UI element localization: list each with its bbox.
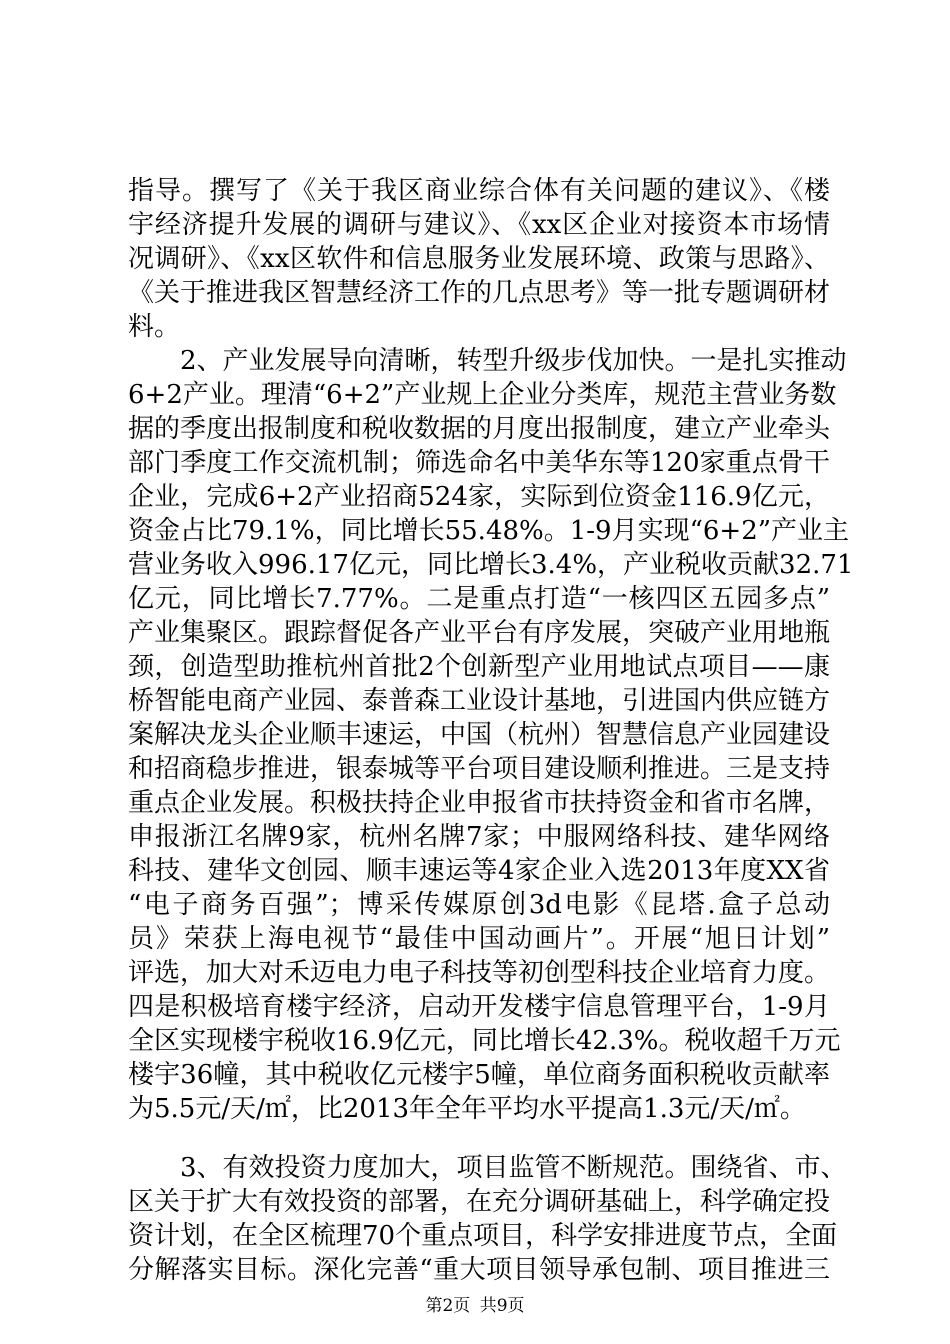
- text-line: 评选，加大对禾迈电力电子科技等初创型科技企业培育力度。: [128, 958, 831, 988]
- text-line: 全区实现楼宇税收16.9亿元，同比增长42.3%。税收超千万元: [128, 1026, 841, 1056]
- text-line: 申报浙江名牌9家，杭州名牌7家；中服网络科技、建华网络: [128, 822, 830, 852]
- text-line: 企业，完成6+2产业招商524家，实际到位资金116.9亿元，: [128, 482, 830, 512]
- text-line: 况调研》、《xx区软件和信息服务业发展环境、政策与思路》、: [128, 244, 830, 274]
- page-total: 共9页: [479, 1296, 525, 1316]
- text-line: 资计划，在全区梳理70个重点项目，科学安排进度节点，全面: [128, 1221, 838, 1251]
- text-line: 区关于扩大有效投资的部署，在充分调研基础上，科学确定投: [128, 1187, 831, 1217]
- text-line: 重点企业发展。积极扶持企业申报省市扶持资金和省市名牌，: [128, 788, 831, 818]
- text-line: 案解决龙头企业顺丰速运，中国（杭州）智慧信息产业园建设: [128, 720, 831, 750]
- text-line: 营业务收入996.17亿元，同比增长3.4%，产业税收贡献32.71: [128, 550, 854, 580]
- text-line: 宇经济提升发展的调研与建议》、《xx区企业对接资本市场情: [128, 210, 830, 240]
- paragraph-first-line: 3、有效投资力度加大，项目监管不断规范。围绕省、市、: [180, 1153, 847, 1183]
- text-line: 颈，创造型助推杭州首批2个创新型产业用地试点项目——康: [128, 652, 830, 682]
- text-line: 楼宇36幢，其中税收亿元楼宇5幢，单位商务面积税收贡献率: [128, 1060, 830, 1090]
- text-line: 分解落实目标。深化完善“重大项目领导承包制、项目推进三: [128, 1255, 830, 1285]
- text-line: 为5.5元/天/㎡，比2013年全年平均水平提高1.3元/天/㎡。: [128, 1094, 806, 1124]
- text-line: 产业集聚区。跟踪督促各产业平台有序发展，突破产业用地瓶: [128, 618, 831, 648]
- text-line: 指导。撰写了《关于我区商业综合体有关问题的建议》、《楼: [128, 176, 830, 206]
- page-footer: [0, 1296, 950, 1316]
- text-line: 员》荣获上海电视节“最佳中国动画片”。开展“旭日计划”: [128, 924, 830, 954]
- text-line: 桥智能电商产业园、泰普森工业设计基地，引进国内供应链方: [128, 686, 831, 716]
- text-line: 亿元，同比增长7.77%。二是重点打造“一核四区五园多点”: [128, 584, 830, 614]
- text-line: 科技、建华文创园、顺丰速运等4家企业入选2013年度XX省: [128, 856, 830, 886]
- text-line: 四是积极培育楼宇经济，启动开发楼宇信息管理平台，1-9月: [128, 992, 830, 1022]
- text-line: 部门季度工作交流机制；筛选命名中美华东等120家重点骨干: [128, 448, 830, 478]
- paragraph-first-line: 2、产业发展导向清晰，转型升级步伐加快。一是扎实推动: [180, 346, 847, 376]
- text-line: 《关于推进我区智慧经济工作的几点思考》等一批专题调研材: [128, 278, 831, 308]
- text-line: 资金占比79.1%，同比增长55.48%。1-9月实现“6+2”产业主: [128, 516, 850, 546]
- text-line: 据的季度出报制度和税收数据的月度出报制度，建立产业牵头: [128, 414, 831, 444]
- text-line: 料。: [128, 312, 181, 342]
- text-line: 6+2产业。理清“6+2”产业规上企业分类库，规范主营业务数: [128, 380, 837, 410]
- text-line: 和招商稳步推进，银泰城等平台项目建设顺利推进。三是支持: [128, 754, 831, 784]
- page-number: 第2页: [425, 1296, 471, 1316]
- text-line: “电子商务百强”；博采传媒原创3d电影《昆塔.盒子总动: [128, 890, 830, 920]
